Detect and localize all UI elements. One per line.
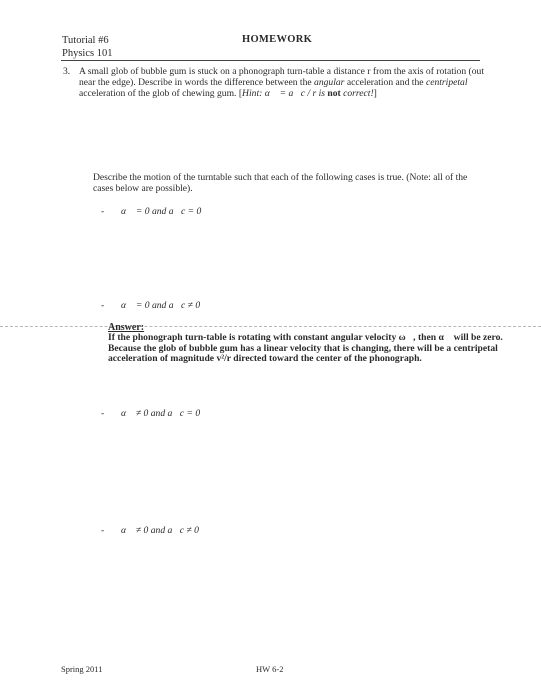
angular-term: angular bbox=[314, 77, 345, 88]
centripetal-term: centripetal bbox=[425, 77, 468, 88]
footer-page-number: HW 6-2 bbox=[256, 664, 284, 674]
page-title: HOMEWORK bbox=[242, 34, 313, 45]
question-text-part: acceleration of the glob of chewing gum. [ bbox=[79, 88, 243, 99]
case-condition: α⃗ ≠ 0 and a⃗c ≠ 0 bbox=[121, 525, 199, 536]
case-bullet: - bbox=[101, 206, 105, 217]
tutorial-label: Tutorial #6 bbox=[62, 35, 109, 46]
case-item bbox=[101, 206, 201, 218]
question-text-part: A small glob of bubble gum is stuck on a phonograph turn-table a distance r from the axis of rotation (out near the edge). Describe in words the difference between the bbox=[79, 66, 484, 88]
hint-not: not bbox=[327, 88, 341, 99]
header-rule bbox=[61, 60, 480, 61]
case-condition: α⃗ = 0 and a⃗c ≠ 0 bbox=[121, 300, 201, 311]
hint-label: Hint bbox=[242, 88, 260, 99]
header-left bbox=[62, 34, 112, 60]
case-condition: α⃗ ≠ 0 and a⃗c = 0 bbox=[121, 408, 201, 419]
hint-text: is bbox=[316, 88, 328, 99]
course-label: Physics 101 bbox=[62, 48, 113, 59]
case-bullet: - bbox=[101, 525, 105, 536]
scan-artifact-line bbox=[0, 326, 541, 327]
answer-text: If the phonograph turn-table is rotating with constant angular velocity ω⃗, then α⃗ will be zero. Because the glob of bubble gum has a linear velocity that is changing, there will be a centripetal acceleration of magnitude v²/r directed toward the center of the phonograph. bbox=[108, 332, 503, 365]
case-item bbox=[101, 300, 200, 312]
hint-formula: : α⃗ = a⃗c / r bbox=[259, 88, 317, 99]
answer-label: Answer: bbox=[108, 322, 145, 333]
cases-prompt: Describe the motion of the turntable such that each of the following cases is true. (Note: all of the cases below are possible). bbox=[93, 172, 468, 194]
question-text-part: acceleration and the bbox=[344, 77, 426, 88]
case-bullet: - bbox=[101, 408, 105, 419]
question-number: 3. bbox=[63, 66, 71, 77]
case-item bbox=[101, 525, 199, 537]
question-text bbox=[79, 66, 501, 99]
question-text-part: ] bbox=[373, 88, 377, 99]
case-item bbox=[101, 408, 200, 420]
hint-text: correct! bbox=[340, 88, 374, 99]
case-bullet: - bbox=[101, 300, 105, 311]
case-condition: α⃗ = 0 and a⃗c = 0 bbox=[121, 206, 202, 217]
footer-term: Spring 2011 bbox=[61, 664, 103, 674]
